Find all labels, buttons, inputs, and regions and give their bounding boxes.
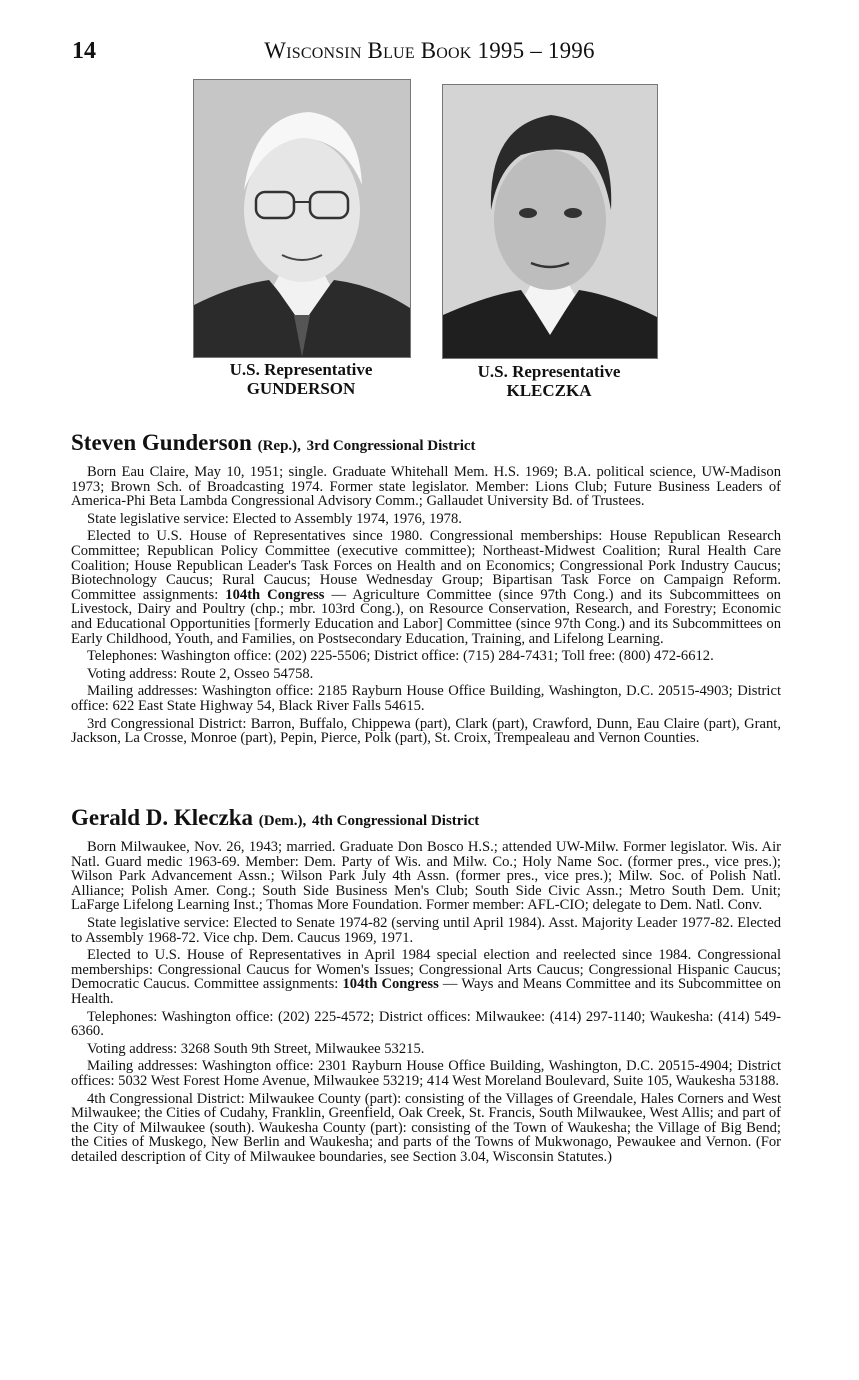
running-head: Wisconsin Blue Book 1995 – 1996	[264, 38, 595, 63]
bio-paragraph-born: Born Eau Claire, May 10, 1951; single. Graduate Whitehall Mem. H.S. 1969; B.A. political science, UW-Madison 1973; Brown Sch. of Broadcasting 1974. Former state legislator. Member: Lions Club; Future Business Leaders of America-Phi Beta Lambda Congressional Advisory Comm.; Gallaudet University Bd. of Trustees.	[71, 464, 781, 510]
bio-paragraph-elected: Elected to U.S. House of Representatives since 1980. Congressional memberships: House Republican Research Committee; Republican Policy Committee (executive committee); Northeast-Midwest Coalition; Rural Health Care Coalition; House Republican Leader's Task Forces on Health and on Economics; Congressional Pork Industry Caucus; Biotechnology Caucus; Rural Caucus; House Wednesday Group; Bipartisan Task Force on Campaign Reform. Committee assignments: 104th Congress — Agriculture Committee (since 97th Cong.) and its Subcommittees on Livestock, Dairy and Poultry (chp.; mbr. 103rd Cong.), on Resource Conservation, Research, and Forestry; Economic and Educational Opportunities [formerly Education and Labor] Committee (since 97th Cong.) and its Subcommittees on Early Childhood, Youth, and Families, on Postsecondary Education, Training, and Lifelong Learning.	[71, 528, 781, 647]
bio-kleczka	[71, 805, 781, 1167]
bio-paragraph-mailing: Mailing addresses: Washington office: 2185 Rayburn House Office Building, Washington, D.C. 20515-4903; District office: 622 East State Highway 54, Black River Falls 54615.	[71, 683, 781, 714]
bio-paragraph-voting: Voting address: Route 2, Osseo 54758.	[87, 665, 314, 682]
bio-gunderson	[71, 430, 781, 749]
bio-party: (Rep.),	[257, 438, 301, 454]
bio-paragraph-mailing: Mailing addresses: Washington office: 2301 Rayburn House Office Building, Washington, D.C. 20515-4904; District offices: 5032 West Forest Home Avenue, Milwaukee 53219; 414 West Moreland Boulevard, Suite 105, Waukesha 53188.	[71, 1058, 781, 1089]
bio-paragraph-voting: Voting address: 3268 South 9th Street, Milwaukee 53215.	[87, 1040, 425, 1057]
portrait-photo-icon	[443, 85, 657, 358]
bio-paragraph-state-service: State legislative service: Elected to Senate 1974-82 (serving until April 1984). Asst. Majority Leader 1977-82. Elected to Assembly 1968-72. Vice chp. Dem. Caucus 1969, 1971.	[71, 914, 781, 946]
bio-paragraph-telephones: Telephones: Washington office: (202) 225-4572; District offices: Milwaukee: (414) 297-1140; Waukesha: (414) 549-6360.	[71, 1008, 781, 1040]
bio-name: Steven Gunderson	[71, 430, 252, 455]
caption-title: U.S. Representative	[477, 362, 621, 381]
bio-paragraph-born: Born Milwaukee, Nov. 26, 1943; married. Graduate Don Bosco H.S.; attended UW-Milw. Former legislator. Wis. Air Natl. Guard medic 1963-69. Member: Dem. Party of Wis. and Milw. Co.; Holy Name Soc. (former pres., vice pres.); Wilson Park Advancement Assn.; Wilson Park July 4th Assn. (former pres., vice pres.); Milw. Soc. of Polish Natl. Alliance; Polish Amer. Cong.; South Side Business Men's Club; South Side Civic Assn.; Metro South Dem. Unit; LaFarge Lifelong Learning Inst.; Thomas More Foundation. Former member: AFL-CIO; delegate to Dem. Natl. Conv.	[71, 839, 781, 914]
bio-heading	[71, 805, 781, 834]
bio-heading	[71, 430, 781, 459]
bio-district: 4th Congressional District	[312, 813, 480, 829]
bio-party: (Dem.),	[258, 813, 307, 829]
photo-caption-kleczka	[442, 362, 656, 400]
caption-title: U.S. Representative	[229, 360, 373, 379]
caption-name: GUNDERSON	[246, 379, 356, 398]
bio-paragraph-elected: Elected to U.S. House of Representatives in April 1984 special election and reelected since 1984. Congressional memberships: Congressional Caucus for Women's Issues; Congressional Arts Caucus; Congressional Hispanic Caucus; Democratic Caucus. Committee assignments: 104th Congress — Ways and Means Committee and its Subcommittee on Health.	[71, 947, 781, 1007]
photo-caption-gunderson	[193, 360, 409, 398]
bio-paragraph-telephones: Telephones: Washington office: (202) 225-5506; District office: (715) 284-7431; Toll free: (800) 472-6612.	[87, 648, 714, 665]
bio-name: Gerald D. Kleczka	[71, 805, 254, 830]
portrait-photo-icon	[194, 80, 410, 357]
portrait-gunderson	[193, 79, 411, 358]
portrait-kleczka	[442, 84, 658, 359]
page-number: 14	[72, 38, 96, 64]
caption-name: KLECZKA	[506, 381, 592, 400]
bio-paragraph-state-service: State legislative service: Elected to Assembly 1974, 1976, 1978.	[87, 510, 462, 527]
bio-paragraph-district: 3rd Congressional District: Barron, Buffalo, Chippewa (part), Clark (part), Crawford, Dunn, Eau Claire (part), Grant, Jackson, La Crosse, Monroe (part), Pepin, Pierce, Polk (part), St. Croix, Trempealeau and Vernon Counties.	[71, 715, 781, 747]
bio-district: 3rd Congressional District	[306, 438, 476, 454]
bio-paragraph-district: 4th Congressional District: Milwaukee County (part): consisting of the Villages of Greendale, Hales Corners and West Milwaukee; the Cities of Cudahy, Franklin, Greenfield, Oak Creek, St. Francis, South Milwaukee, West Allis; and part of the City of Milwaukee (south). Waukesha County (part): consisting of the Town of Waukesha; the Village of Big Bend; the Cities of Muskego, New Berlin and Waukesha; and parts of the Towns of Mukwonago, Pewaukee and Vernon. (For detailed description of City of Milwaukee boundaries, see Section 3.04, Wisconsin Statutes.)	[71, 1090, 781, 1165]
